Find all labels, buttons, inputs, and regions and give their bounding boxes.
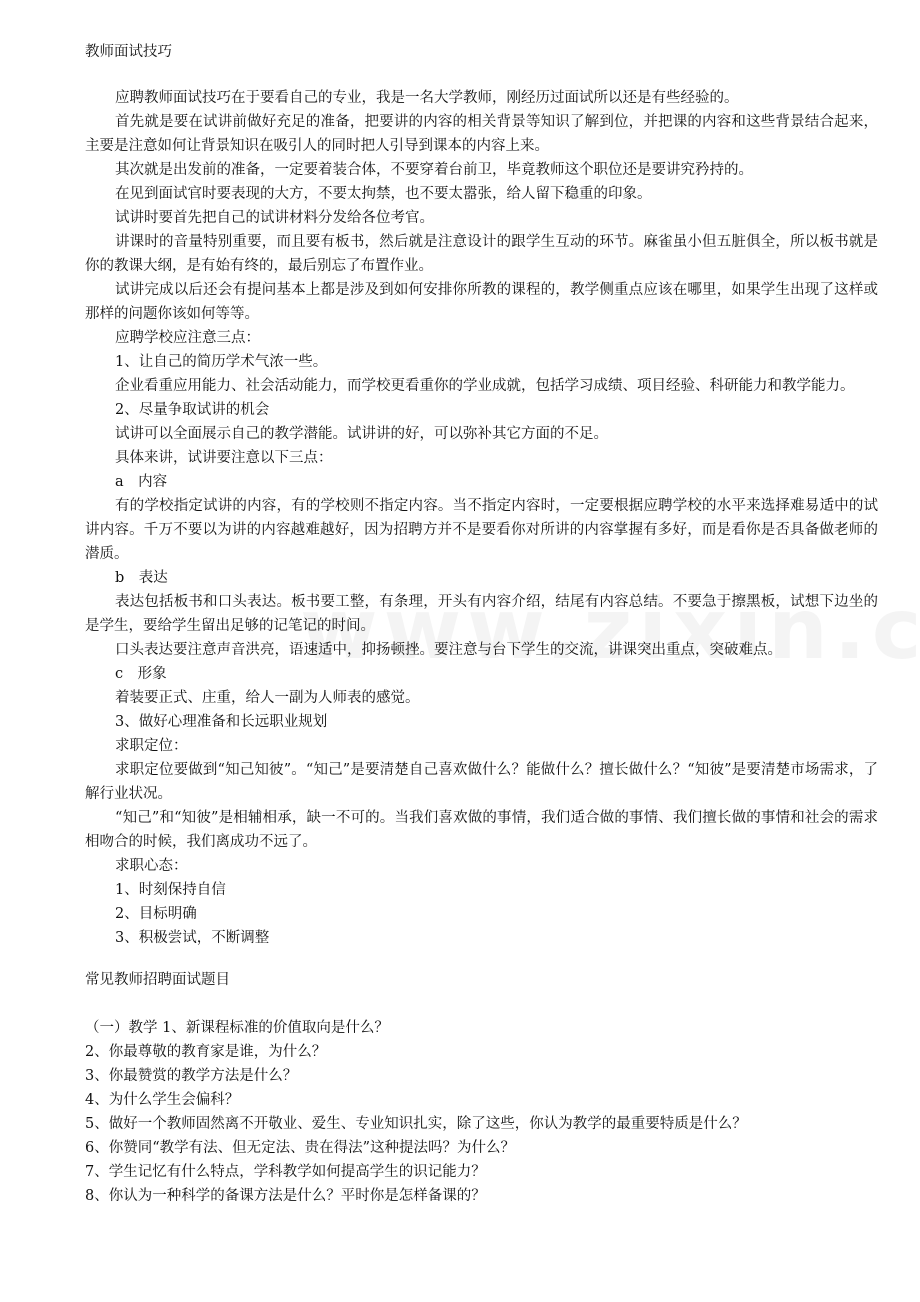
paragraph: 具体来讲，试讲要注意以下三点： <box>115 450 333 466</box>
question-item: 4、为什么学生会偏科？ <box>85 1092 240 1108</box>
paragraph: 1、让自己的简历学术气浓一些。 <box>115 354 328 370</box>
paragraph: 2、目标明确 <box>115 906 197 922</box>
paragraph: 3、做好心理准备和长远职业规划 <box>115 714 328 730</box>
section-title: 常见教师招聘面试题目 <box>85 972 230 988</box>
question-item: 5、做好一个教师固然离不开敬业、爱生、专业知识扎实，除了这些，你认为教学的最重要特质是什么？ <box>85 1116 747 1132</box>
paragraph: 求职心态： <box>115 858 188 874</box>
question-item: 8、你认为一种科学的备课方法是什么？平时你是怎样备课的？ <box>85 1188 486 1204</box>
document-page <box>85 40 878 1208</box>
paragraph: 其次就是出发前的准备，一定要着装合体，不要穿着台前卫，毕竟教师这个职位还是要讲究矜持的。 <box>115 162 753 178</box>
paragraph: 讲课时的音量特别重要，而且要有板书，然后就是注意设计的跟学生互动的环节。麻雀虽小但五脏俱全，所以板书就是你的教课大纲，是有始有终的，最后别忘了布置作业。 <box>85 234 878 274</box>
question-item: 6、你赞同“教学有法、但无定法、贵在得法”这种提法吗？为什么？ <box>85 1140 516 1156</box>
paragraph: 应聘教师面试技巧在于要看自己的专业，我是一名大学教师，刚经历过面试所以还是有些经验的。 <box>115 90 739 106</box>
document-title: 教师面试技巧 <box>85 44 172 60</box>
paragraph: 表达包括板书和口头表达。板书要工整，有条理，开头有内容介绍，结尾有内容总结。不要急于擦黑板，试想下边坐的是学生，要给学生留出足够的记笔记的时间。 <box>85 594 878 634</box>
paragraph: 企业看重应用能力、社会活动能力，而学校更看重你的学业成就，包括学习成绩、项目经验、科研能力和教学能力。 <box>115 378 855 394</box>
paragraph: c 形象 <box>115 666 167 682</box>
question-item: （一）教学 1、新课程标准的价值取向是什么？ <box>85 1020 389 1036</box>
question-list <box>85 1016 878 1208</box>
paragraph: b 表达 <box>115 570 168 586</box>
paragraph: 求职定位要做到“知己知彼”。“知己”是要清楚自己喜欢做什么？能做什么？擅长做什么？“知彼”是要清楚市场需求，了解行业状况。 <box>85 762 878 802</box>
paragraph: 有的学校指定试讲的内容，有的学校则不指定内容。当不指定内容时，一定要根据应聘学校的水平来选择难易适中的试讲内容。千万不要以为讲的内容越难越好，因为招聘方并不是要看你对所讲的内容掌握有多好，而是看你是否具备做老师的潜质。 <box>85 498 878 562</box>
paragraph: 1、时刻保持自信 <box>115 882 226 898</box>
paragraph: 试讲可以全面展示自己的教学潜能。试讲讲的好，可以弥补其它方面的不足。 <box>115 426 608 442</box>
paragraph: 应聘学校应注意三点： <box>115 330 260 346</box>
paragraph: “知己”和“知彼”是相辅相承，缺一不可的。当我们喜欢做的事情，我们适合做的事情、我们擅长做的事情和社会的需求相吻合的时候，我们离成功不远了。 <box>85 810 878 850</box>
paragraph: a 内容 <box>115 474 168 490</box>
paragraph: 着装要正式、庄重，给人一副为人师表的感觉。 <box>115 690 420 706</box>
paragraph: 在见到面试官时要表现的大方，不要太拘禁，也不要太嚣张，给人留下稳重的印象。 <box>115 186 652 202</box>
question-item: 7、学生记忆有什么特点，学科教学如何提高学生的识记能力？ <box>85 1164 486 1180</box>
paragraph: 口头表达要注意声音洪亮，语速适中，抑扬顿挫。要注意与台下学生的交流，讲课突出重点，突破难点。 <box>115 642 782 658</box>
paragraph: 求职定位： <box>115 738 188 754</box>
question-item: 2、你最尊敬的教育家是谁，为什么？ <box>85 1044 327 1060</box>
body-paragraphs <box>85 86 878 950</box>
paragraph: 首先就是要在试讲前做好充足的准备，把要讲的内容的相关背景等知识了解到位，并把课的内容和这些背景结合起来，主要是注意如何让背景知识在吸引人的同时把人引导到课本的内容上来。 <box>85 114 878 154</box>
paragraph: 2、尽量争取试讲的机会 <box>115 402 270 418</box>
paragraph: 试讲时要首先把自己的试讲材料分发给各位考官。 <box>115 210 434 226</box>
paragraph: 试讲完成以后还会有提问基本上都是涉及到如何安排你所教的课程的，教学侧重点应该在哪里，如果学生出现了这样或那样的问题你该如何等等。 <box>85 282 878 322</box>
question-item: 3、你最赞赏的教学方法是什么？ <box>85 1068 298 1084</box>
paragraph: 3、积极尝试，不断调整 <box>115 930 270 946</box>
